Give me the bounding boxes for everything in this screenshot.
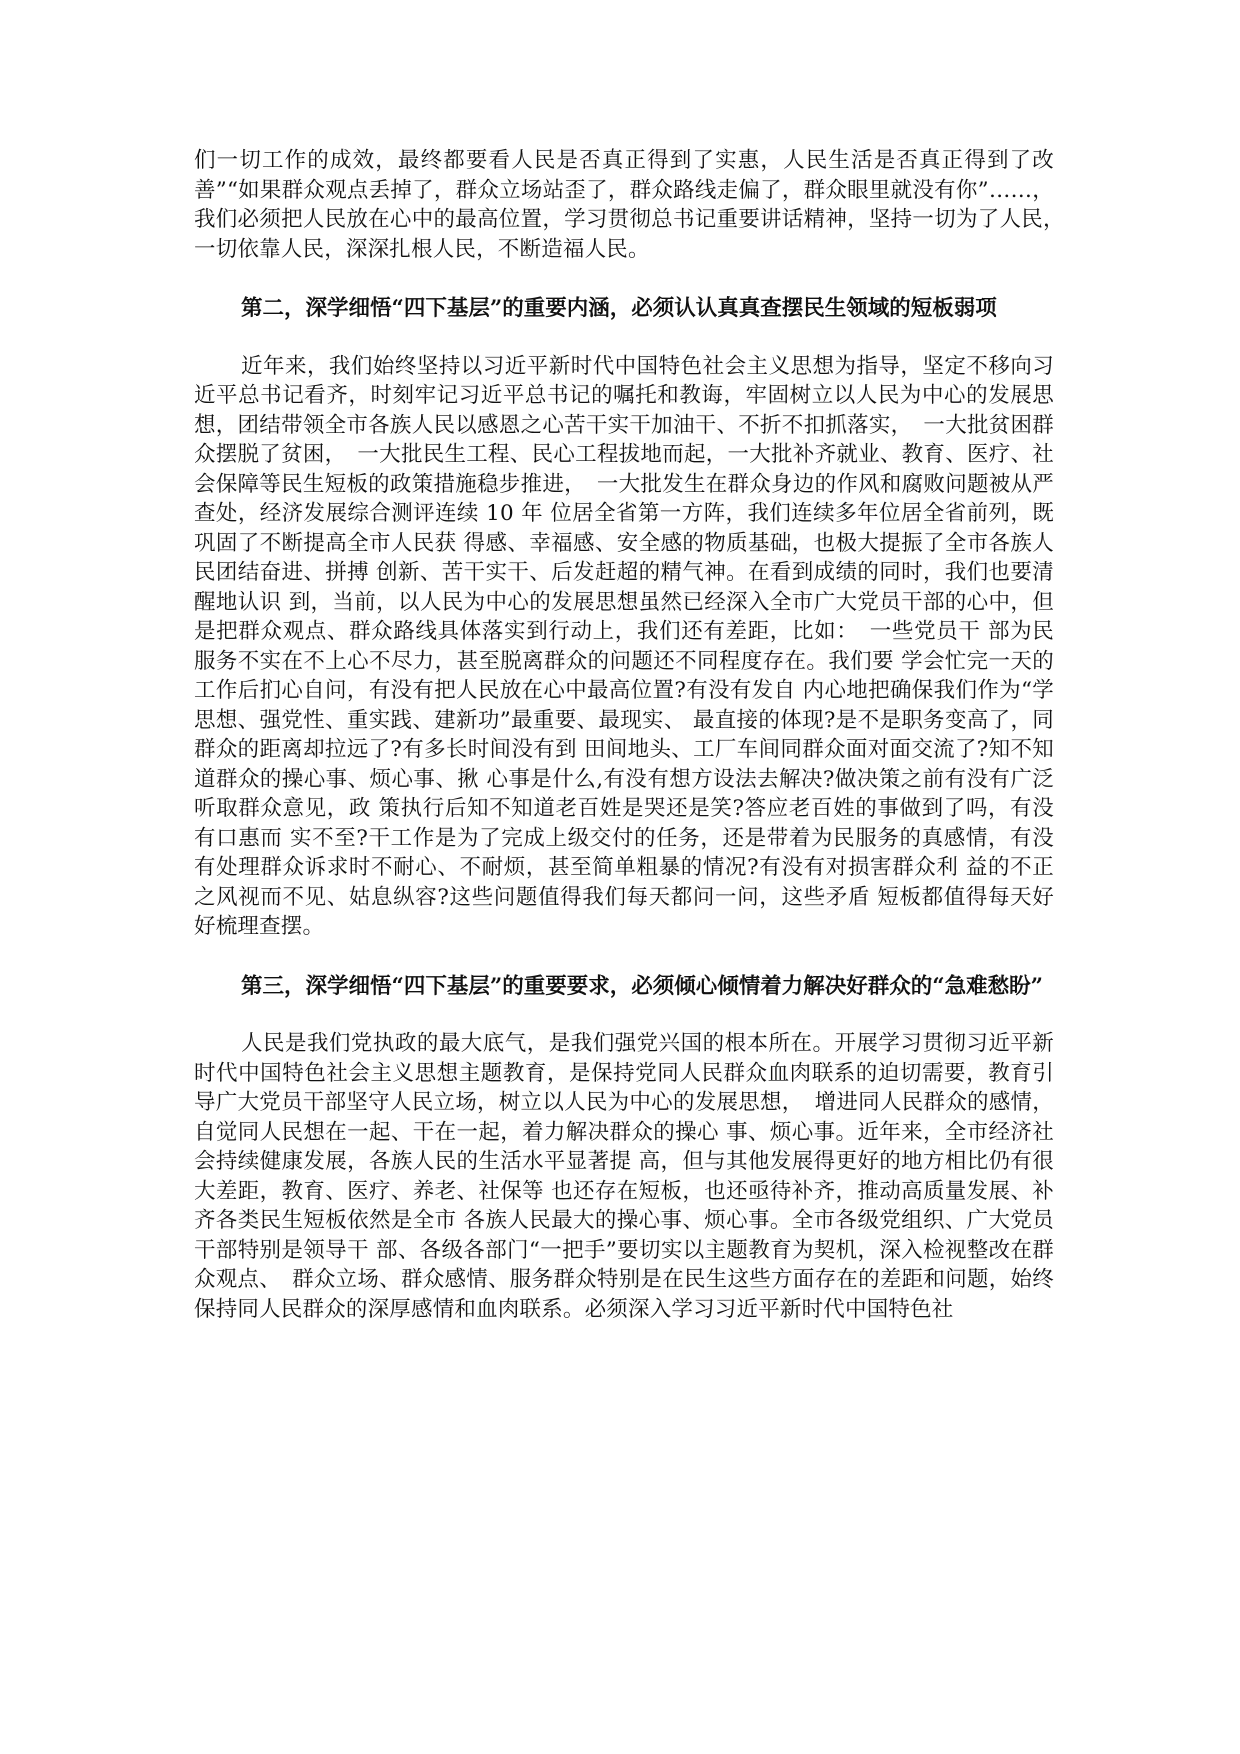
paragraph-intro: 们一切工作的成效，最终都要看人民是否真正得到了实惠，人民生活是否真正得到了改善”“如果群众观点丢掉了，群众立场站歪了，群众路线走偏了，群众眼里就没有你”……，我们必须把人民放在心中的最高位置，学习贯彻总书记重要讲话精神，坚持一切为了人民， 一切依靠人民，深深扎根人民，不断造福人民。 [194, 148, 1076, 262]
section-heading-3: 第三，深学细悟“四下基层”的重要要求，必须倾心倾情着力解决好群众的“急难愁盼” [241, 973, 1043, 999]
spacer [194, 1001, 1054, 1029]
document-page [194, 146, 1076, 1324]
spacer [194, 324, 1054, 352]
paragraph-section-3: 人民是我们党执政的最大底气，是我们强党兴国的根本所在。开展学习贯彻习近平新时代中国特色社会主义思想主题教育，是保持党同人民群众血肉联系的迫切需要，教育引导广大党员干部坚守人民立场，树立以人民为中心的发展思想， 增进同人民群众的感情，自觉同人民想在一起、干在一起，着力解决群众的操心 事、烦心事。近年来，全市经济社会持续健康发展，各族人民的生活水平显著提 高，但与其他发展得更好的地方相比仍有很大差距，教育、医疗、养老、社保等 也还存在短板，也还亟待补齐，推动高质量发展、补齐各类民生短板依然是全市 各族人民最大的操心事、烦心事。全市各级党组织、广大党员干部特别是领导干 部、各级各部门“一把手”要切实以主题教育为契机，深入检视整改在群众观点、 群众立场、群众感情、服务群众特别是在民生这些方面存在的差距和问题，始终 保持同人民群众的深厚感情和血肉联系。必须深入学习习近平新时代中国特色社 [194, 1031, 1054, 1322]
spacer [194, 264, 1054, 294]
section-heading-2: 第二，深学细悟“四下基层”的重要内涵，必须认认真真查摆民生领域的短板弱项 [241, 296, 997, 321]
paragraph-section-2: 近年来，我们始终坚持以习近平新时代中国特色社会主义思想为指导，坚定不移向习近平总书记看齐，时刻牢记习近平总书记的嘱托和教诲，牢固树立以人民为中心的发展思想，团结带领全市各族人民以感恩之心苦干实干加油干、不折不扣抓落实， 一大批贫困群众摆脱了贫困， 一大批民生工程、民心工程拔地而起，一大批补齐就业、教育、医疗、社会保障等民生短板的政策措施稳步推进， 一大批发生在群众身边的作风和腐败问题被从严查处，经济发展综合测评连续 10 年 位居全省第一方阵，我们连续多年位居全省前列，既巩固了不断提高全市人民获 得感、幸福感、安全感的物质基础，也极大提振了全市各族人民团结奋进、拼搏 创新、苦干实干、后发赶超的精气神。在看到成绩的同时，我们也要清醒地认识 到，当前，以人民为中心的发展思想虽然已经深入全市广大党员干部的心中，但 是把群众观点、群众路线具体落实到行动上，我们还有差距，比如： 一些党员干 部为民服务不实在不上心不尽力，甚至脱离群众的问题还不同程度存在。我们要 学会忙完一天的工作后扪心自问，有没有把人民放在心中最高位置?有没有发自 内心地把确保我们作为“学思想、强党性、重实践、建新功”最重要、最现实、 最直接的体现?是不是职务变高了，同群众的距离却拉远了?有多长时间没有到 田间地头、工厂车间同群众面对面交流了?知不知道群众的操心事、烦心事、揪 心事是什么,有没有想方设法去解决?做决策之前有没有广泛听取群众意见，政 策执行后知不知道老百姓是哭还是笑?答应老百姓的事做到了吗，有没有口惠而 实不至?干工作是为了完成上级交付的任务，还是带着为民服务的真感情，有没 有处理群众诉求时不耐心、不耐烦，甚至简单粗暴的情况?有没有对损害群众利 益的不正之风视而不见、姑息纵容?这些问题值得我们每天都问一问，这些矛盾 短板都值得每天好好梳理查摆。 [194, 353, 1054, 939]
spacer [194, 942, 1054, 972]
